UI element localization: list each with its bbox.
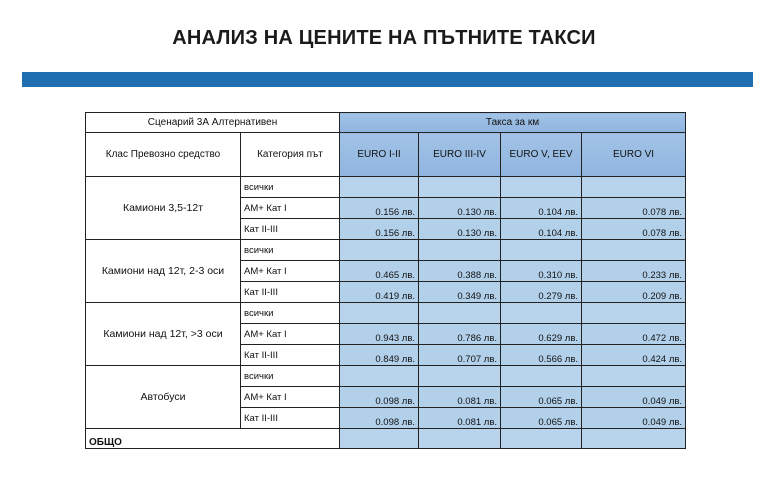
road-category-cell: АМ+ Кат I [241,261,340,282]
road-category-cell: всички [241,240,340,261]
fee-value-cell: 0.156 лв. [340,198,419,219]
total-cell [419,429,501,449]
fee-value-cell: 0.943 лв. [340,324,419,345]
vehicle-class-cell: Камиони 3,5-12т [86,177,241,240]
fee-value-cell: 0.849 лв. [340,345,419,366]
table-row [86,303,686,324]
vehicle-class-cell: Автобуси [86,366,241,429]
table-row [86,366,686,387]
accent-bar [22,72,753,87]
fee-value-cell: 0.078 лв. [582,198,686,219]
road-category-cell: АМ+ Кат I [241,324,340,345]
col-header-euro-6: EURO VI [582,133,686,177]
fee-value-cell: 0.233 лв. [582,261,686,282]
fee-value-cell [582,366,686,387]
fee-value-cell: 0.156 лв. [340,219,419,240]
fee-value-cell: 0.098 лв. [340,387,419,408]
fee-value-cell [340,240,419,261]
fee-value-cell [419,366,501,387]
col-header-category: Категория път [241,133,340,177]
vehicle-class-cell: Камиони над 12т, 2-3 оси [86,240,241,303]
fee-value-cell: 0.065 лв. [501,408,582,429]
fee-value-cell [340,366,419,387]
fee-value-cell: 0.130 лв. [419,219,501,240]
fee-value-cell [419,240,501,261]
table-row [86,177,686,198]
fee-value-cell [582,177,686,198]
fee-value-cell: 0.279 лв. [501,282,582,303]
fee-value-cell: 0.566 лв. [501,345,582,366]
col-header-euro-3-4: EURO III-IV [419,133,501,177]
fee-value-cell [582,303,686,324]
total-cell [501,429,582,449]
road-category-cell: всички [241,303,340,324]
vehicle-class-cell: Камиони над 12т, >3 оси [86,303,241,366]
fee-value-cell: 0.098 лв. [340,408,419,429]
total-cell [340,429,419,449]
fee-value-cell: 0.388 лв. [419,261,501,282]
page-title: АНАЛИЗ НА ЦЕНИТЕ НА ПЪТНИТЕ ТАКСИ [172,27,596,49]
road-category-cell: всички [241,366,340,387]
fee-value-cell [501,177,582,198]
fee-value-cell: 0.130 лв. [419,198,501,219]
fee-value-cell: 0.707 лв. [419,345,501,366]
fee-value-cell: 0.629 лв. [501,324,582,345]
fee-value-cell: 0.104 лв. [501,219,582,240]
road-category-cell: Кат II-III [241,282,340,303]
fee-value-cell: 0.049 лв. [582,387,686,408]
road-category-cell: АМ+ Кат I [241,198,340,219]
road-category-cell: Кат II-III [241,408,340,429]
fee-value-cell: 0.081 лв. [419,408,501,429]
fee-value-cell [419,303,501,324]
fee-value-cell: 0.349 лв. [419,282,501,303]
fee-value-cell [340,177,419,198]
fee-value-cell [501,240,582,261]
fee-value-cell: 0.104 лв. [501,198,582,219]
road-category-cell: Кат II-III [241,345,340,366]
road-category-cell: Кат II-III [241,219,340,240]
col-header-euro-5: EURO V, EEV [501,133,582,177]
road-category-cell: всички [241,177,340,198]
total-cell [582,429,686,449]
fee-value-cell: 0.472 лв. [582,324,686,345]
fee-value-cell [582,240,686,261]
toll-price-table [85,112,686,449]
fee-value-cell [501,303,582,324]
fee-value-cell: 0.419 лв. [340,282,419,303]
fee-value-cell: 0.310 лв. [501,261,582,282]
fee-value-cell: 0.424 лв. [582,345,686,366]
fee-value-cell [340,303,419,324]
col-header-euro-1-2: EURO I-II [340,133,419,177]
fee-value-cell: 0.049 лв. [582,408,686,429]
fee-value-cell: 0.078 лв. [582,219,686,240]
fee-value-cell: 0.065 лв. [501,387,582,408]
table-row [86,240,686,261]
col-header-class: Клас Превозно средство [86,133,241,177]
fee-value-cell [501,366,582,387]
total-label: ОБЩО [86,429,340,449]
scenario-header: Сценарий 3А Алтернативен [86,113,340,133]
fee-value-cell: 0.081 лв. [419,387,501,408]
road-category-cell: АМ+ Кат I [241,387,340,408]
fee-value-cell: 0.209 лв. [582,282,686,303]
fee-value-cell: 0.786 лв. [419,324,501,345]
fee-value-cell [419,177,501,198]
fee-header: Такса за км [340,113,686,133]
fee-value-cell: 0.465 лв. [340,261,419,282]
